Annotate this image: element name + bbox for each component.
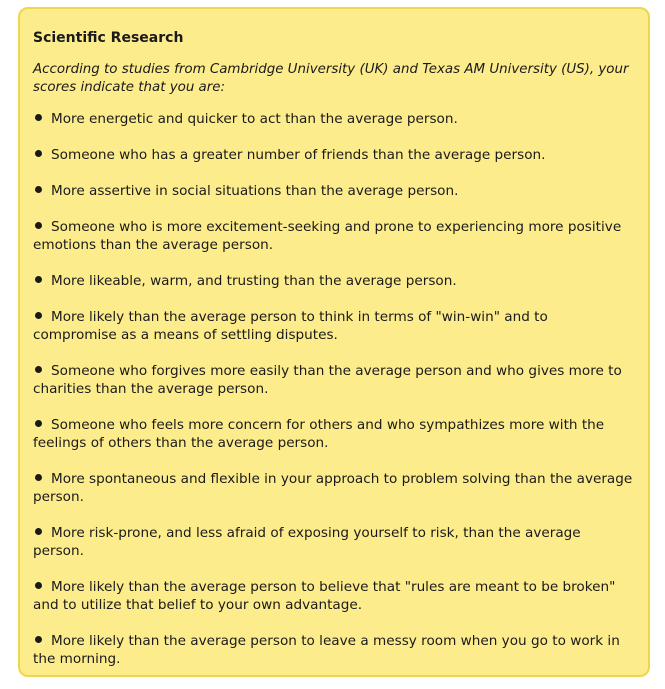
list-item	[33, 146, 634, 164]
list-item	[33, 272, 634, 290]
list-item-text: Someone who is more excitement-seeking and prone to experiencing more positive emotions than the average person.	[33, 219, 622, 253]
bullet-icon	[35, 150, 42, 157]
panel-intro: According to studies from Cambridge University (UK) and Texas AM University (US), your scores indicate that you are:	[33, 62, 629, 95]
list-item-text: More likeable, warm, and trusting than the average person.	[51, 273, 457, 289]
bullet-icon	[35, 420, 42, 427]
list-item	[33, 470, 634, 506]
bullet-icon	[35, 222, 42, 229]
panel-title: Scientific Research	[33, 30, 184, 46]
bullet-icon	[35, 474, 42, 481]
list-item	[33, 218, 634, 254]
bullet-icon	[35, 114, 42, 121]
list-item-text: Someone who has a greater number of friends than the average person.	[51, 147, 546, 163]
list-item	[33, 416, 634, 452]
list-item-text: More likely than the average person to believe that "rules are meant to be broken" and to utilize that belief to your own advantage.	[33, 579, 616, 613]
bullet-icon	[35, 366, 42, 373]
list-item-text: Someone who forgives more easily than the average person and who gives more to charities than the average person.	[33, 363, 622, 397]
list-item-text: More assertive in social situations than the average person.	[51, 183, 459, 199]
list-item	[33, 578, 634, 614]
bullet-icon	[35, 312, 42, 319]
list-item-text: More energetic and quicker to act than the average person.	[51, 111, 458, 127]
findings-list	[33, 110, 634, 668]
list-item	[33, 182, 634, 200]
bullet-icon	[35, 276, 42, 283]
list-item-text: Someone who feels more concern for others and who sympathizes more with the feelings of others than the average person.	[33, 417, 605, 451]
list-item	[33, 362, 634, 398]
list-item	[33, 524, 634, 560]
list-item-text: More likely than the average person to think in terms of "win-win" and to compromise as a means of settling disputes.	[33, 309, 548, 343]
scientific-research-panel	[18, 7, 650, 677]
bullet-icon	[35, 186, 42, 193]
list-item	[33, 632, 634, 668]
bullet-icon	[35, 528, 42, 535]
list-item-text: More spontaneous and flexible in your approach to problem solving than the average person.	[33, 471, 633, 505]
bullet-icon	[35, 582, 42, 589]
bullet-icon	[35, 636, 42, 643]
list-item	[33, 110, 634, 128]
list-item-text: More risk-prone, and less afraid of exposing yourself to risk, than the average person.	[33, 525, 581, 559]
list-item-text: More likely than the average person to leave a messy room when you go to work in the morning.	[33, 633, 620, 667]
list-item	[33, 308, 634, 344]
